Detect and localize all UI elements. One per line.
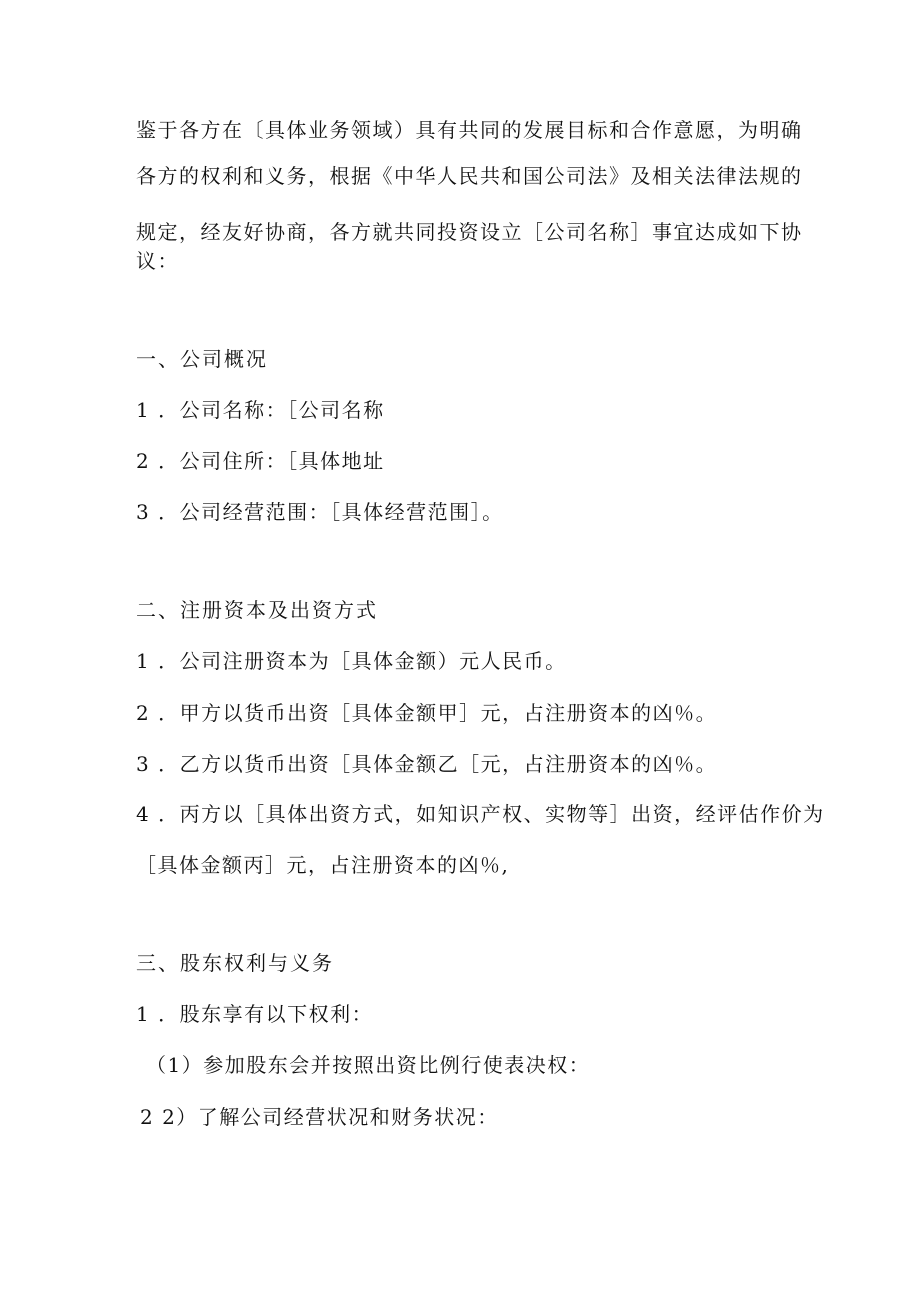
section2-item-1: 1 ．公司注册资本为［具体金额）元人民币。 [136, 649, 567, 673]
preamble-line-1: 鉴于各方在〔具体业务领域）具有共同的发展目标和合作意愿，为明确 [136, 118, 803, 142]
section2-item-2: 2 ．甲方以货币出资［具体金额甲］元，占注册资本的凶％。 [136, 701, 718, 725]
preamble-line-4: 议： [136, 249, 179, 273]
section2-item-4: 4 ．丙方以［具体出资方式，如知识产权、实物等］出资，经评估作价为 [136, 802, 825, 826]
section-heading-registered-capital: 二、注册资本及出资方式 [136, 598, 378, 622]
section3-item-1: 1 ．股东享有以下权利： [136, 1002, 374, 1026]
section1-item-2: 2 ．公司住所：［具体地址 [136, 449, 385, 473]
section2-item-4-continued: ［具体金额丙］元，占注册资本的凶％, [136, 853, 510, 877]
section3-subitem-2: 2 2）了解公司经营状况和财务状况： [140, 1105, 499, 1129]
section3-subitem-1: （1）参加股东会并按照出资比例行使表决权： [146, 1053, 591, 1077]
section1-item-1: 1 ．公司名称：［公司名称 [136, 398, 385, 422]
section1-item-3: 3 ．公司经营范围：［具体经营范围］。 [136, 500, 504, 524]
section2-item-3: 3 ．乙方以货币出资［具体金额乙［元，占注册资本的凶％。 [136, 752, 718, 776]
preamble-line-3: 规定，经友好协商，各方就共同投资设立［公司名称］事宜达成如下协 [136, 220, 803, 244]
section-heading-company-overview: 一、公司概况 [136, 347, 268, 371]
preamble-line-2: 各方的权利和义务，根据《中华人民共和国公司法》及相关法律法规的 [136, 164, 803, 188]
section-heading-shareholder-rights: 三、股东权利与义务 [136, 951, 334, 975]
